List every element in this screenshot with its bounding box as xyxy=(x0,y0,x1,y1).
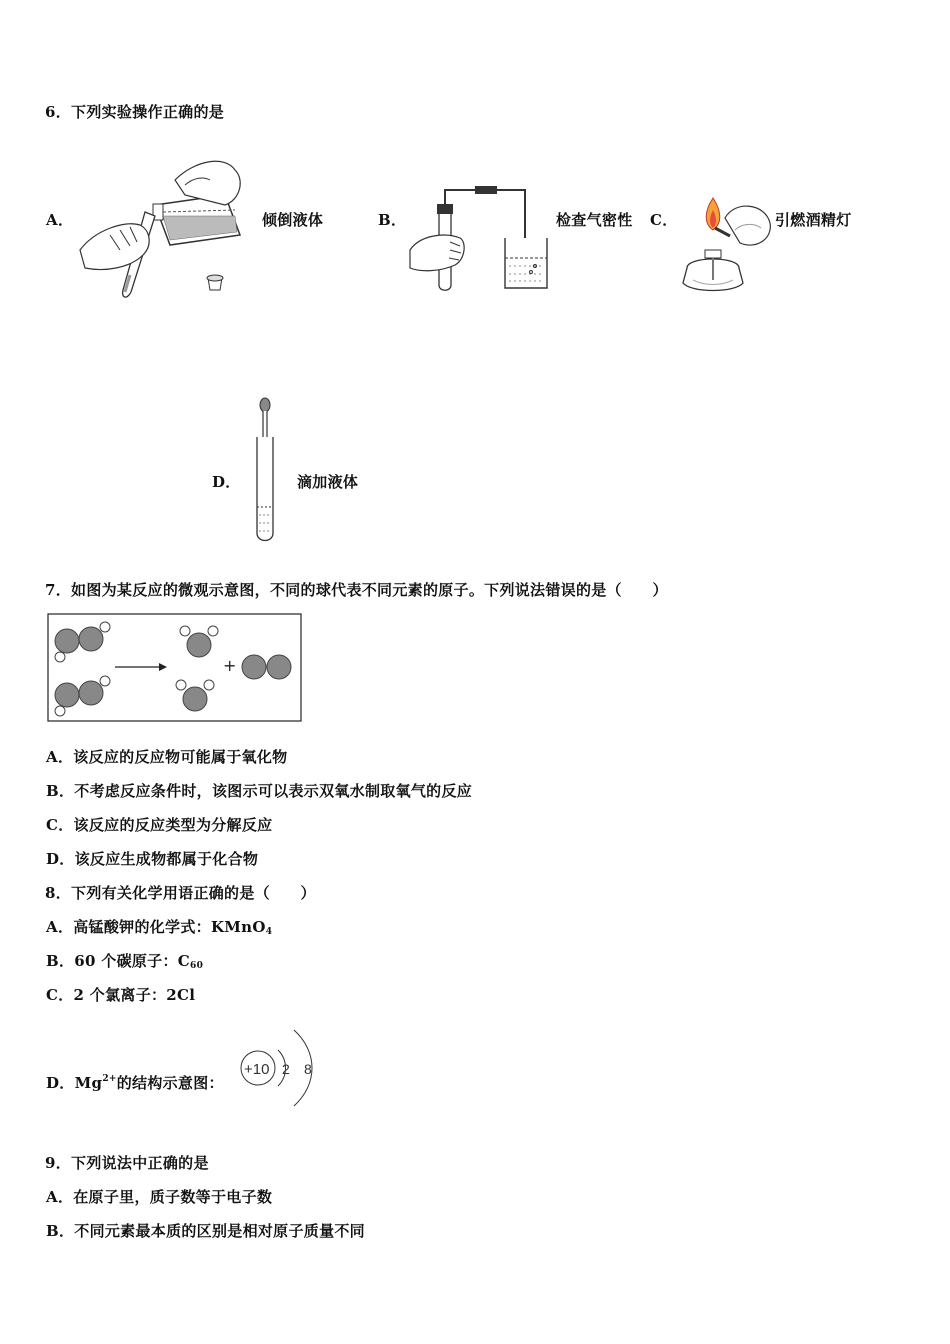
q6-option-d-caption: 滴加液体 xyxy=(297,473,359,491)
q6-option-c-caption: 引燃酒精灯 xyxy=(775,211,852,229)
q6-stem: 6．下列实验操作正确的是 xyxy=(45,103,225,121)
q9-option-a: A．在原子里，质子数等于电子数 xyxy=(46,1188,273,1206)
q8-option-d-tail: 的结构示意图： xyxy=(116,1074,224,1092)
q8-option-a-text: A．高锰酸钾的化学式：KMnO xyxy=(46,918,266,936)
q9-stem: 9．下列说法中正确的是 xyxy=(45,1154,209,1172)
dropping-liquid-illustration xyxy=(248,395,284,545)
nucleus-charge: +10 xyxy=(244,1061,270,1078)
plus-sign: + xyxy=(223,656,237,675)
q8-option-b-subscript: 60 xyxy=(190,961,204,971)
q8-option-c: C．2 个氯离子：2Cl xyxy=(46,986,196,1004)
q8-option-a xyxy=(46,917,272,942)
atomic-structure-diagram xyxy=(236,1026,326,1110)
q7-option-c: C．该反应的反应类型为分解反应 xyxy=(46,816,273,834)
q6-option-a-letter: A． xyxy=(46,211,74,229)
pouring-liquid-illustration xyxy=(75,150,250,300)
q7-option-a: A．该反应的反应物可能属于氧化物 xyxy=(46,748,288,766)
q6-option-d-letter: D． xyxy=(212,473,241,491)
q8-option-b-text: B．60 个碳原子：C xyxy=(46,952,191,970)
q8-option-a-subscript: 4 xyxy=(265,927,273,937)
q8-option-d-text: D．Mg xyxy=(46,1074,103,1092)
q8-option-d xyxy=(46,1069,224,1093)
q6-option-c-letter: C． xyxy=(650,211,678,229)
lighting-alcohol-lamp-illustration xyxy=(675,188,775,298)
q6-option-a-caption: 倾倒液体 xyxy=(262,211,324,229)
q8-option-b xyxy=(46,951,203,976)
q6-option-b-letter: B． xyxy=(378,211,407,229)
q9-option-b: B．不同元素最本质的区别是相对原子质量不同 xyxy=(46,1222,365,1240)
q7-option-b: B．不考虑反应条件时，该图示可以表示双氧水制取氧气的反应 xyxy=(46,782,473,800)
reaction-microscopic-diagram xyxy=(47,613,303,723)
q8-stem: 8．下列有关化学用语正确的是（ ） xyxy=(45,884,316,902)
shell-1-electrons: 2 xyxy=(282,1061,290,1077)
q8-option-d-superscript: 2+ xyxy=(102,1074,117,1084)
q6-option-b-caption: 检查气密性 xyxy=(556,211,633,229)
shell-2-electrons: 8 xyxy=(304,1061,312,1077)
q7-option-d: D．该反应生成物都属于化合物 xyxy=(46,850,259,868)
q7-stem: 7．如图为某反应的微观示意图，不同的球代表不同元素的原子。下列说法错误的是（ ） xyxy=(45,581,668,599)
airtightness-check-illustration xyxy=(405,180,555,295)
